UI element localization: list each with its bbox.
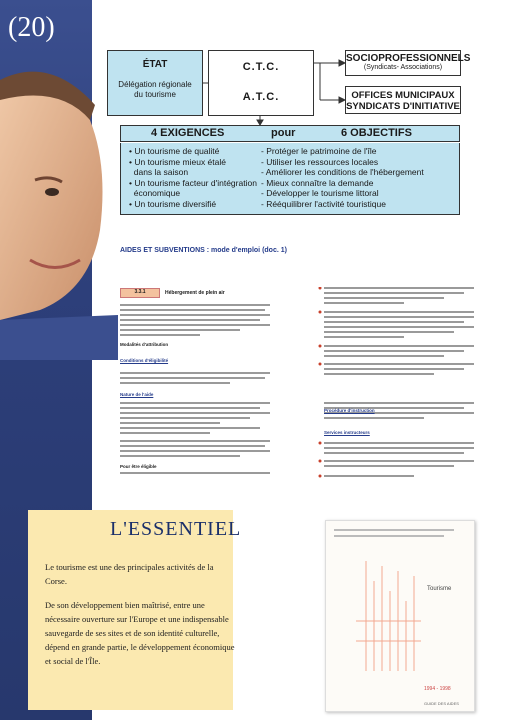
list-item: - Développer le tourisme littoral — [261, 188, 379, 198]
right-doc-body — [318, 287, 478, 487]
essentiel-para2: De son développement bien maîtrisé, entre une nécessaire ouverture sur l'Europe et une indispensable sauvegarde de ses sites et de son identité culturelle, dépend en grande partie, le développement économique et social de l'Île. — [45, 600, 235, 666]
objectifs-list — [261, 146, 424, 209]
atc-label: A.T.C. — [242, 91, 280, 103]
list-item: - Utiliser les ressources locales — [261, 156, 379, 167]
etat-title: ÉTAT — [142, 59, 168, 70]
list-item: • Un tourisme de qualité — [129, 146, 220, 156]
brochure-plan: 1994 - 1998 — [424, 686, 451, 692]
list-item: - Protéger le patrimoine de l'île — [261, 146, 377, 156]
exigences-list — [129, 146, 257, 209]
socio-title: SOCIOPROFESSIONNELS — [346, 53, 471, 64]
essentiel-title: L'ESSENTIEL — [110, 518, 242, 540]
modalites-heading: Modalités d'attribution — [120, 342, 169, 347]
section-title: AIDES ET SUBVENTIONS : mode d'emploi (doc. 1) — [120, 247, 287, 254]
pour-label: pour — [271, 127, 296, 139]
socio-subtitle: (Syndicats- Associations) — [363, 64, 443, 71]
services-heading: Services instructeurs — [324, 430, 370, 435]
subsection-code: 3.3.1 — [120, 288, 160, 298]
diagram-arrows — [0, 0, 509, 130]
brochure-guide: GUIDE DES AIDES — [424, 701, 459, 706]
subsection-label: Hébergement de plein air — [165, 290, 225, 296]
list-item: • Un tourisme diversifié — [129, 198, 217, 209]
list-item: - Améliorer les conditions de l'hébergement — [261, 167, 424, 177]
offices-line1: OFFICES MUNICIPAUX — [351, 90, 455, 101]
procedure-heading: Procédure d'instruction — [324, 408, 375, 413]
offices-line2: SYNDICATS D'INITIATIVE — [346, 101, 460, 112]
brochure-thumbnail — [325, 520, 475, 712]
brochure-graphic — [326, 521, 474, 711]
list-item: • Un tourisme facteur d'intégration — [129, 177, 257, 188]
conditions-heading: Conditions d'éligibilité — [120, 358, 169, 363]
exigences-label: 4 EXIGENCES — [151, 127, 225, 139]
list-item: dans la saison — [133, 167, 189, 177]
list-item: - Mieux connaître la demande — [261, 177, 374, 188]
objectifs-label: 6 OBJECTIFS — [341, 127, 412, 139]
page-number: (20) — [8, 12, 55, 43]
nature-heading: Nature de l'aide — [120, 392, 154, 397]
list-item: • Un tourisme mieux étalé — [129, 156, 226, 167]
brochure-tourisme: Tourisme — [427, 586, 452, 592]
eligible-heading: Pour être éligible — [120, 464, 157, 469]
left-doc-body — [120, 304, 280, 504]
list-item: - Rééquilibrer l'activité touristique — [261, 198, 386, 209]
essentiel-text — [45, 560, 235, 668]
ctc-label: C.T.C. — [242, 61, 280, 73]
essentiel-para1: Le tourisme est une des principales activités de la Corse. — [45, 562, 214, 586]
exigences-header — [120, 125, 460, 142]
exigences-objectifs-list — [120, 143, 460, 215]
etat-subtitle-line2: du tourisme — [134, 90, 176, 99]
list-item: économique — [133, 188, 181, 198]
etat-subtitle-line1: Délégation régionale — [118, 80, 192, 89]
